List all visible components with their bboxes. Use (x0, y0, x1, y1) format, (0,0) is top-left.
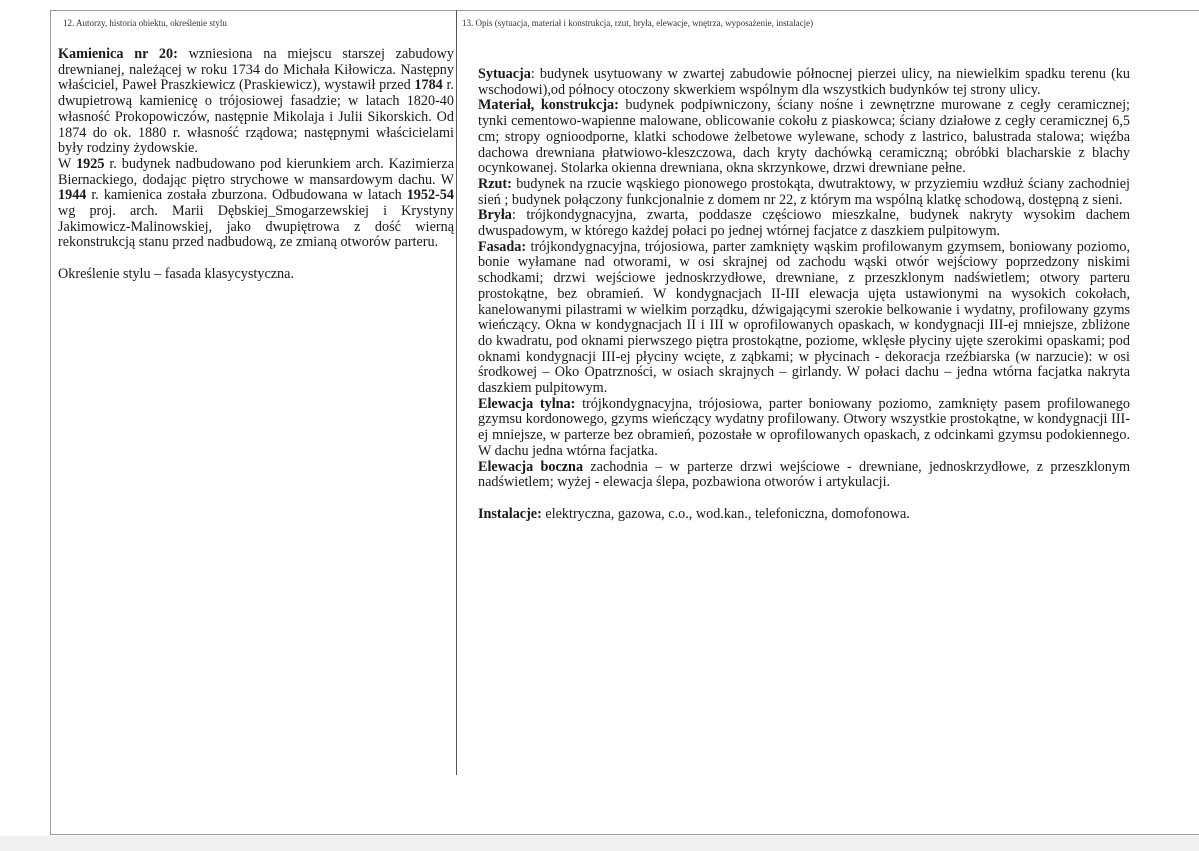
description-column (478, 67, 1130, 522)
massing-paragraph: Bryła: trójkondygnacyjna, zwarta, poddasze częściowo mieszkalne, budynek nakryty wysokim dachem dwuspadowym, w którego każdej połaci po jednej wtórnej facjatce z daszkiem pulpitowym. (478, 207, 1130, 240)
style-statement: Określenie stylu – fasada klasycystyczna. (58, 265, 294, 282)
material-paragraph: Materiał, konstrukcja: budynek podpiwniczony, ściany nośne i zewnętrzne murowane z cegły ceramicznej; tynki cementowo-wapienne malowane, oblicowanie cokołu z piaskowca; ściany działowe z cegły ceramicznej 6,5 cm; stropy ognioodporne, klatki schodowe żelbetowe wylewane, schody z lastrico, balustrada stalowa; więźba dachowa drewniana płatwiowo-kleszczowa, dach kryty dachówką ceramiczną; obróbki blacharskie z blachy ocynkowanej. Stolarka okienna drewniana, okna skrzynkowe, drzwi drewniane pełne. (478, 97, 1130, 177)
plan-paragraph: Rzut: budynek na rzucie wąskiego pionowego prostokąta, dwutraktowy, w przyziemiu wzdłuż ściany zachodniej sień ; budynek połączony funkcjonalnie z domem nr 22, z którym ma wspólną klatkę schodową, dostępną z sieni. (478, 175, 1130, 208)
rear-elevation-paragraph: Elewacja tylna: trójkondygnacyjna, trójosiowa, parter boniowany poziomo, zamknięty pasem profilowanego gzymsu kordonowego, gzyms wieńczący wydatny profilowany. Otwory wszystkie prostokątne, w kondygnacji III-ej mniejsze, w parterze bez obramień, pozostałe w oprofilowanych opaskach, z odcinkami gzymsu podokiennego. W dachu jedna wtórna facjatka. (478, 395, 1130, 459)
frame-left-line (50, 10, 51, 835)
section-12-header: 12. Autorzy, historia obiektu, określenie stylu (63, 18, 227, 28)
building-label: Kamienica nr 20: (58, 46, 178, 62)
installations-paragraph: Instalacje: elektryczna, gazowa, c.o., wod.kan., telefoniczna, domofonowa. (478, 505, 910, 522)
situation-paragraph: Sytuacja: budynek usytuowany w zwartej zabudowie północnej pierzei ulicy, na niewielkim spadku terenu (ku wschodowi),od północy otoczony skwerkiem wspólnym dla wszystkich budynków tej strony ulicy. (478, 66, 1130, 98)
side-elevation-paragraph: Elewacja boczna zachodnia – w parterze drzwi wejściowe - drewniane, jednoskrzydłowe, z przeszklonym nadświetlem; wyżej - elewacja ślepa, pozbawiona otworów i artykulacji. (478, 458, 1130, 491)
facade-paragraph: Fasada: trójkondygnacyjna, trójosiowa, parter zamknięty wąskim profilowanym gzymsem, boniowany poziomo, bonie wyłamane nad otworami, w osi skrajnej od zachodu wąski otwór wejściowy poprzedzony niskimi schodkami; drzwi wejściowe jednoskrzydłowe, drewniane, z przeszklonym nadświetlem; otwory parteru prostokątne, bez obramień. W kondygnacjach II-III elewacja ujęta ustawionymi na wysokich cokołach, kanelowanymi pilastrami w wielkim porządku, dźwigającymi szerokie belkowanie i wydatny, profilowany gzyms wieńczący. Okna w kondygnacjach II i III w oprofilowanych opaskach, w kondygnacji III-ej mniejsze, zbliżone do kwadratu, pod oknami pierwszego piętra prostokątne, poziome, wklęsłe płyciny ujęte szerokimi opaskami; pod oknami kondygnacji III-ej płyciny wcięte, z ząbkami; w płycinach - dekoracja rzeźbiarska (w narzucie): w osi środkowej – Oko Opatrzności, w osiach skrajnych – girlandy. W połaci dachu – jedna wtórna facjatka nakryta daszkiem pulpitowym. (478, 238, 1130, 397)
frame-bottom-line (50, 834, 1199, 835)
column-divider (456, 10, 457, 775)
frame-top-line (50, 10, 1199, 11)
scan-bottom-edge (0, 836, 1199, 851)
section-13-header: 13. Opis (sytuacja, materiał i konstrukcja, rzut, bryła, elewacje, wnętrza, wyposażenie, instalacje) (462, 18, 814, 28)
history-paragraph-1: Kamienica nr 20: wzniesiona na miejscu starszej zabudowy drewnianej, należącej w roku 1734 do Michała Kiłowicza. Następny właściciel, Paweł Praszkiewicz (Praskiewicz), wystawił przed 1784 r. dwupietrową kamienicę o trójosiowej fasadzie; w latach 1820-40 własność Prokopowiczów, następnie Mikolaja i Julii Sikorskich. Od 1874 do ok. 1880 r. własność rządowa; następnymi właścicielami były rodziny żydowskie. (58, 46, 454, 157)
history-column (58, 47, 454, 283)
history-paragraph-2: W 1925 r. budynek nadbudowano pod kierunkiem arch. Kazimierza Biernackiego, dodając piętro strychowe w mansardowym dachu. W 1944 r. kamienica została zburzona. Odbudowana w latach 1952-54 wg proj. arch. Marii Dębskiej_Smogarzewskiej i Krystyny Jakimowicz-Malinowskiej, jako dwupiętrowa z dość wierną rekonstrukcją stanu przed nadbudową, ze zmianą otworów parteru. (58, 155, 455, 251)
